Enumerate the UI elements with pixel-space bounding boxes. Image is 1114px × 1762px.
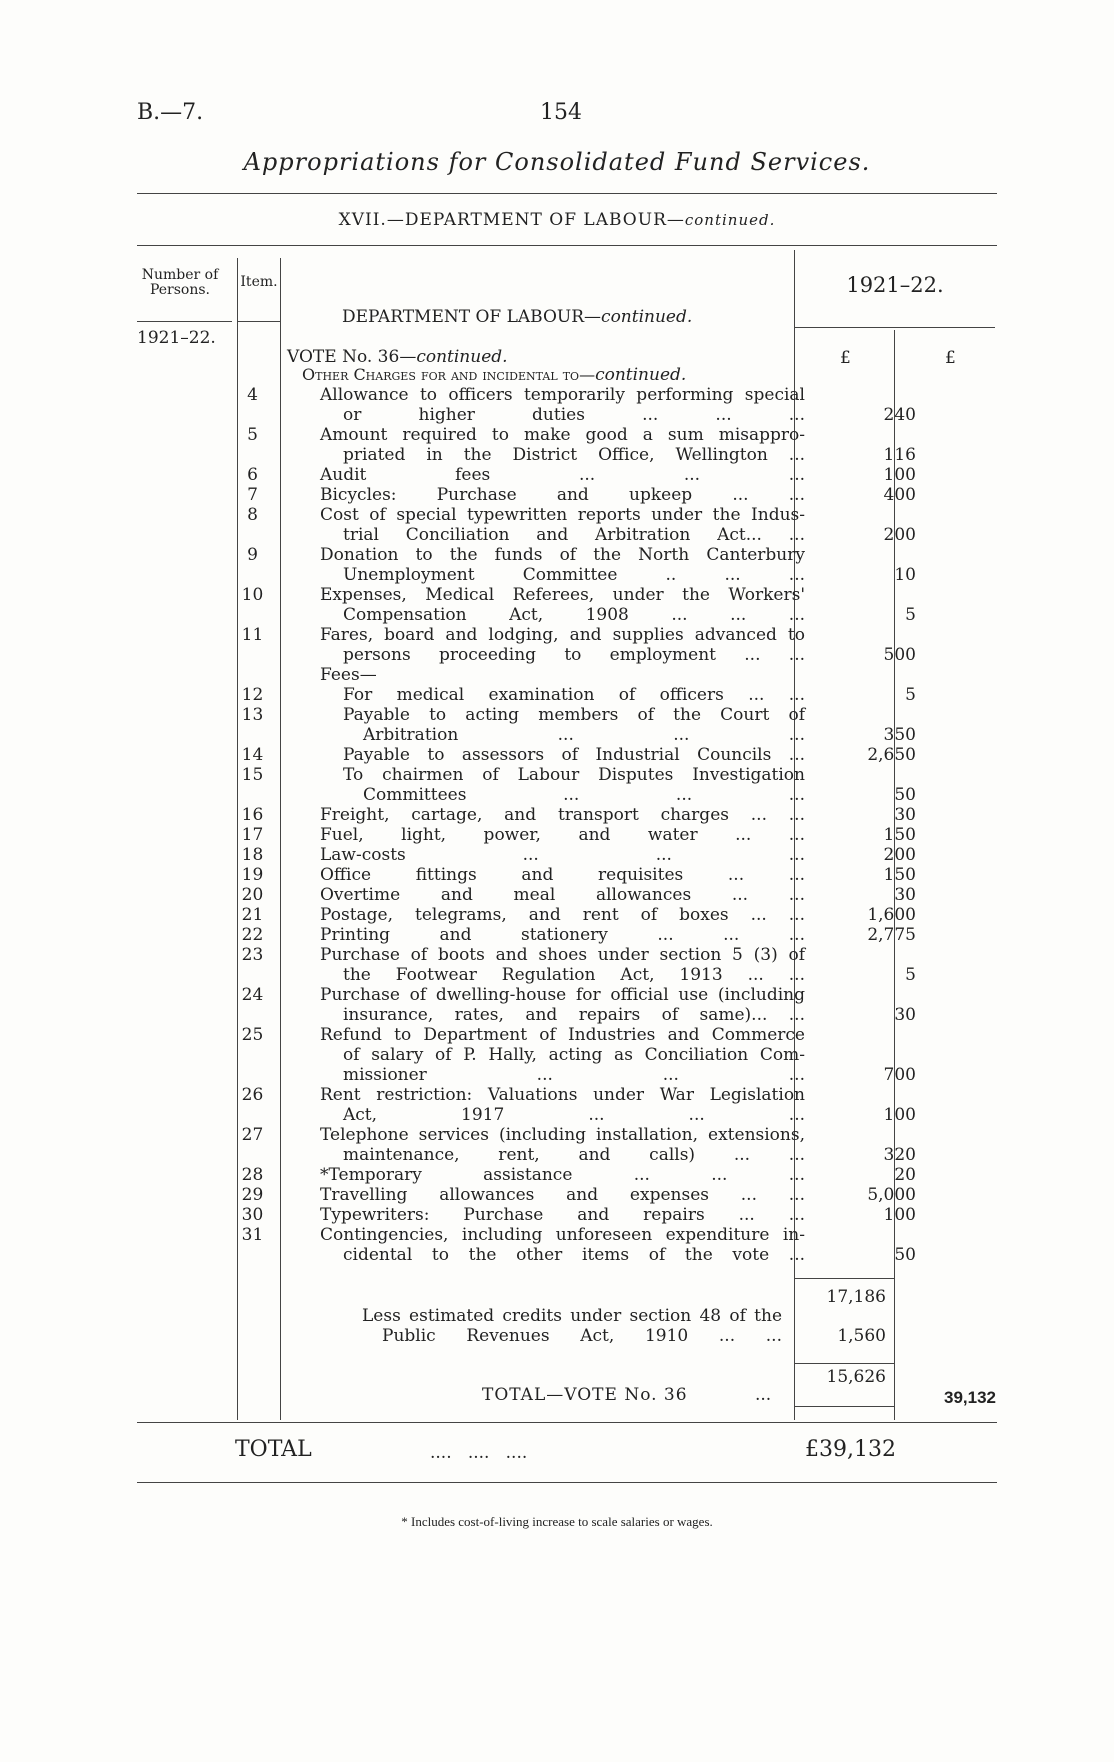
- item-description: Refund to Department of Industries and Commerce: [320, 1025, 805, 1045]
- item-number: 8: [247, 505, 258, 525]
- footnote: * Includes cost-of-living increase to scale salaries or wages.: [401, 1514, 713, 1529]
- item-amount: 5,000: [867, 1185, 916, 1205]
- credits-text: [362, 1306, 782, 1346]
- item-description: Office fittings and requisites ... ...: [320, 865, 805, 885]
- item-number: 28: [241, 1165, 264, 1185]
- table-row: [230, 505, 1000, 525]
- item-amount: 350: [883, 725, 916, 745]
- table-row: [230, 1245, 1000, 1265]
- rule: [795, 1406, 895, 1407]
- table-row: [230, 845, 1000, 865]
- item-description: Audit fees ... ... ...: [320, 465, 805, 485]
- vote-heading: VOTE No. 36—continued.: [287, 347, 508, 367]
- table-row: [230, 705, 1000, 725]
- item-amount: 30: [894, 805, 916, 825]
- table-row: [230, 1145, 1000, 1165]
- fees-heading: Fees—: [320, 665, 377, 685]
- item-number: 24: [241, 985, 264, 1005]
- table-row: [230, 1065, 1000, 1085]
- table-row: [230, 1025, 1000, 1045]
- item-amount: 50: [894, 1245, 916, 1265]
- item-amount: 2,775: [867, 925, 916, 945]
- item-amount: 30: [894, 1005, 916, 1025]
- item-amount: 5: [905, 605, 916, 625]
- item-number: 20: [241, 885, 264, 905]
- vote-heading-row: [230, 347, 1000, 367]
- rule: [137, 1482, 997, 1483]
- item-number: 17: [241, 825, 264, 845]
- item-description: Amount required to make good a sum misappro-: [320, 425, 805, 445]
- table-row: [230, 825, 1000, 845]
- item-amount: 50: [894, 785, 916, 805]
- item-description: the Footwear Regulation Act, 1913 ... ...: [343, 965, 805, 985]
- item-number: 5: [247, 425, 258, 445]
- document-code: B.—7.: [137, 100, 204, 125]
- item-description: *Temporary assistance ... ... ...: [320, 1165, 805, 1185]
- item-number: 23: [241, 945, 264, 965]
- table-row: [230, 625, 1000, 645]
- item-amount: 150: [883, 825, 916, 845]
- item-number: 13: [241, 705, 264, 725]
- grand-total-dots: .... .... ....: [430, 1443, 528, 1463]
- item-amount: 500: [883, 645, 916, 665]
- grand-total-amount: £39,132: [805, 1437, 896, 1462]
- table-row: [230, 1005, 1000, 1025]
- item-description: Unemployment Committee .. ... ...: [343, 565, 805, 585]
- item-description: Payable to acting members of the Court of: [343, 705, 805, 725]
- table-row: [230, 765, 1000, 785]
- table-row: [230, 685, 1000, 705]
- table-row: [230, 525, 1000, 545]
- rule: [137, 1422, 997, 1423]
- rule: [137, 321, 232, 322]
- table-row: [230, 965, 1000, 985]
- item-description: missioner ... ... ...: [343, 1065, 805, 1085]
- item-description: Law-costs ... ... ...: [320, 845, 805, 865]
- credits-line: Public Revenues Act, 1910 ... ...: [382, 1326, 782, 1346]
- number-of-persons-header: Number of Persons.: [141, 267, 219, 298]
- item-number: 11: [241, 625, 264, 645]
- table-row: [230, 1125, 1000, 1145]
- table-row: [230, 745, 1000, 765]
- item-description: Overtime and meal allowances ... ...: [320, 885, 805, 905]
- item-number: 10: [241, 585, 264, 605]
- item-amount: 320: [883, 1145, 916, 1165]
- item-amount: 2,650: [867, 745, 916, 765]
- item-amount: 5: [905, 685, 916, 705]
- table-row: [230, 725, 1000, 745]
- persons-year: 1921–22.: [137, 328, 216, 348]
- item-number: 22: [241, 925, 264, 945]
- rule: [137, 193, 997, 194]
- table-row: [230, 865, 1000, 885]
- item-amount: 200: [883, 525, 916, 545]
- item-description: Fares, board and lodging, and supplies advanced to: [320, 625, 805, 645]
- item-description: Allowance to officers temporarily performing special: [320, 385, 805, 405]
- item-description: Telephone services (including installation, extensions,: [320, 1125, 805, 1145]
- item-number: 27: [241, 1125, 264, 1145]
- item-description: Expenses, Medical Referees, under the Workers': [320, 585, 805, 605]
- item-description: Bicycles: Purchase and upkeep ... ...: [320, 485, 805, 505]
- item-description: Payable to assessors of Industrial Councils ...: [343, 745, 805, 765]
- item-number: 30: [241, 1205, 264, 1225]
- item-number: 12: [241, 685, 264, 705]
- item-header: Item.: [240, 274, 278, 290]
- item-description: maintenance, rent, and calls) ... ...: [343, 1145, 805, 1165]
- item-number: 15: [241, 765, 264, 785]
- table-row: [230, 385, 1000, 405]
- table-row: [230, 605, 1000, 625]
- item-amount: 1,600: [867, 905, 916, 925]
- table-row: [230, 1165, 1000, 1185]
- vote-subheading: Other Charges for and incidental to—continued.: [302, 365, 687, 385]
- item-description: Rent restriction: Valuations under War Legislation: [320, 1085, 805, 1105]
- item-amount: 100: [883, 1205, 916, 1225]
- item-description: Compensation Act, 1908 ... ... ...: [343, 605, 805, 625]
- table-row: [230, 905, 1000, 925]
- department-heading: XVII.—DEPARTMENT OF LABOUR—continued.: [338, 210, 776, 230]
- table-row: [230, 925, 1000, 945]
- table-row: [230, 425, 1000, 445]
- table-row: [230, 985, 1000, 1005]
- item-description: Purchase of boots and shoes under section 5 (3) of: [320, 945, 805, 965]
- item-description: cidental to the other items of the vote ...: [343, 1245, 805, 1265]
- table-row: [230, 945, 1000, 965]
- item-number: 4: [247, 385, 258, 405]
- subtotal-amount: 17,186: [826, 1287, 886, 1307]
- table-row: [230, 445, 1000, 465]
- grand-total-label: TOTAL: [235, 1437, 312, 1462]
- table-row: [230, 885, 1000, 905]
- item-number: 14: [241, 745, 264, 765]
- table-row: [230, 1105, 1000, 1125]
- item-description: Contingencies, including unforeseen expenditure in-: [320, 1225, 805, 1245]
- item-description: Typewriters: Purchase and repairs ... ...: [320, 1205, 805, 1225]
- rule: [795, 327, 995, 328]
- item-amount: 700: [883, 1065, 916, 1085]
- table-row: [230, 405, 1000, 425]
- item-description: Freight, cartage, and transport charges ... ...: [320, 805, 805, 825]
- item-amount: 116: [883, 445, 916, 465]
- item-description: or higher duties ... ... ...: [343, 405, 805, 425]
- item-description: Committees ... ... ...: [363, 785, 805, 805]
- item-description: Donation to the funds of the North Canterbury: [320, 545, 805, 565]
- year-header: 1921–22.: [846, 273, 944, 297]
- table-row: [230, 645, 1000, 665]
- table-row: [230, 465, 1000, 485]
- item-description: To chairmen of Labour Disputes Investigation: [343, 765, 805, 785]
- rule: [795, 1363, 895, 1364]
- item-description: Travelling allowances and expenses ... ...: [320, 1185, 805, 1205]
- item-amount: 240: [883, 405, 916, 425]
- item-number: 26: [241, 1085, 264, 1105]
- table-row: [230, 1205, 1000, 1225]
- item-number: 21: [241, 905, 264, 925]
- item-description: Printing and stationery ... ... ...: [320, 925, 805, 945]
- table-row: [230, 785, 1000, 805]
- item-description: Purchase of dwelling-house for official use (including: [320, 985, 805, 1005]
- table-row: [230, 545, 1000, 565]
- table-row: [230, 1185, 1000, 1205]
- rule: [137, 245, 997, 246]
- item-description: Arbitration ... ... ...: [363, 725, 805, 745]
- table-row: [230, 585, 1000, 605]
- table-row: [230, 1085, 1000, 1105]
- table-row: [230, 485, 1000, 505]
- item-number: 29: [241, 1185, 264, 1205]
- vote-total-label: TOTAL—VOTE No. 36: [482, 1385, 688, 1405]
- vote-total-dots: ...: [755, 1385, 772, 1405]
- pound-sign-total: £: [945, 348, 956, 368]
- item-amount: 10: [894, 565, 916, 585]
- page-number: 154: [540, 100, 582, 125]
- item-description: Act, 1917 ... ... ...: [343, 1105, 805, 1125]
- item-amount: 100: [883, 1105, 916, 1125]
- vote-subheading-row: [230, 365, 1000, 385]
- item-description: Postage, telegrams, and rent of boxes ... ...: [320, 905, 805, 925]
- item-number: 16: [241, 805, 264, 825]
- credits-line: Less estimated credits under section 48 of the: [362, 1306, 782, 1326]
- item-number: 7: [247, 485, 258, 505]
- pound-sign-subtotal: £: [840, 348, 851, 368]
- item-number: 18: [241, 845, 264, 865]
- item-description: persons proceeding to employment ... ...: [343, 645, 805, 665]
- item-description: For medical examination of officers ... ...: [343, 685, 805, 705]
- item-description: Cost of special typewritten reports under the Indus-: [320, 505, 805, 525]
- section-title: DEPARTMENT OF LABOUR—continued.: [342, 307, 693, 327]
- item-amount: 200: [883, 845, 916, 865]
- item-number: 31: [241, 1225, 264, 1245]
- table-row: [230, 805, 1000, 825]
- table-row: [230, 1225, 1000, 1245]
- rule: [795, 1278, 895, 1279]
- item-number: 9: [247, 545, 258, 565]
- rule: [237, 321, 280, 322]
- item-amount: 20: [894, 1165, 916, 1185]
- item-description: Fuel, light, power, and water ... ...: [320, 825, 805, 845]
- item-number: 25: [241, 1025, 264, 1045]
- table-row: [230, 665, 1000, 685]
- item-amount: 5: [905, 965, 916, 985]
- item-amount: 30: [894, 885, 916, 905]
- vote-total-amount: 39,132: [944, 1388, 996, 1407]
- credits-amount: 1,560: [837, 1326, 886, 1346]
- item-description: priated in the District Office, Wellington ...: [343, 445, 805, 465]
- item-amount: 400: [883, 485, 916, 505]
- table-row: [230, 565, 1000, 585]
- item-description: trial Conciliation and Arbitration Act... ...: [343, 525, 805, 545]
- item-amount: 100: [883, 465, 916, 485]
- item-description: insurance, rates, and repairs of same)... ...: [343, 1005, 805, 1025]
- item-amount: 150: [883, 865, 916, 885]
- item-number: 19: [241, 865, 264, 885]
- item-number: 6: [247, 465, 258, 485]
- table-row: [230, 1045, 1000, 1065]
- net-amount: 15,626: [826, 1367, 886, 1387]
- page-title: Appropriations for Consolidated Fund Services.: [243, 148, 871, 176]
- item-description: of salary of P. Hally, acting as Conciliation Com-: [343, 1045, 805, 1065]
